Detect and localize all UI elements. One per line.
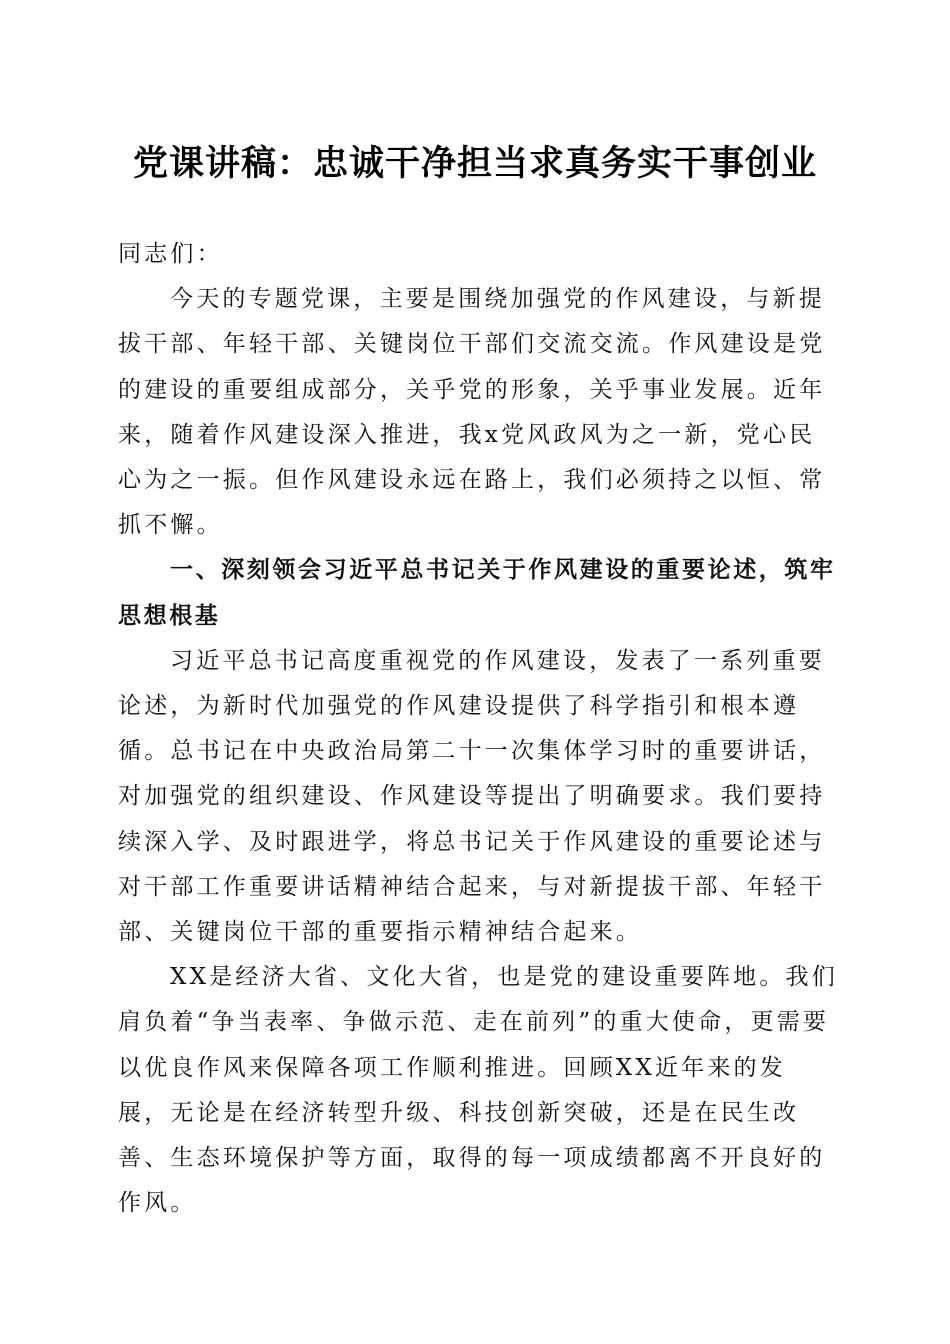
section-heading-1: 一、深刻领会习近平总书记关于作风建设的重要论述，筑牢思想根基 <box>118 557 836 629</box>
document-title: 党课讲稿：忠诚干净担当求真务实干事创业 <box>132 143 817 184</box>
intro-paragraph: 今天的专题党课，主要是围绕加强党的作风建设，与新提拔干部、年轻干部、关键岗位干部们交流交流。作风建设是党的建设的重要组成部分，关乎党的形象，关乎事业发展。近年来，随着作风建设深入推进，我x党风政风为之一新，党心民心为之一振。但作风建设永远在路上，我们必须持之以恒、常抓不懈。 <box>118 286 826 539</box>
body-paragraph: 习近平总书记高度重视党的作风建设，发表了一系列重要论述，为新时代加强党的作风建设提供了科学指引和根本遵循。总书记在中央政治局第二十一次集体学习时的重要讲话，对加强党的组织建设、作风建设等提出了明确要求。我们要持续深入学、及时跟进学，将总书记关于作风建设的重要论述与对干部工作重要讲话精神结合起来，与对新提拔干部、年轻干部、关键岗位干部的重要指示精神结合起来。 <box>118 647 826 946</box>
document-body <box>118 232 838 1226</box>
body-paragraph: XX是经济大省、文化大省，也是党的建设重要阵地。我们肩负着“争当表率、争做示范、走在前列”的重大使命，更需要以优良作风来保障各项工作顺利推进。回顾XX近年来的发展，无论是在经济转型升级、科技创新突破，还是在民生改善、生态环境保护等方面，取得的每一项成绩都离不开良好的作风。 <box>118 964 838 1217</box>
salutation: 同志们： <box>118 241 223 267</box>
